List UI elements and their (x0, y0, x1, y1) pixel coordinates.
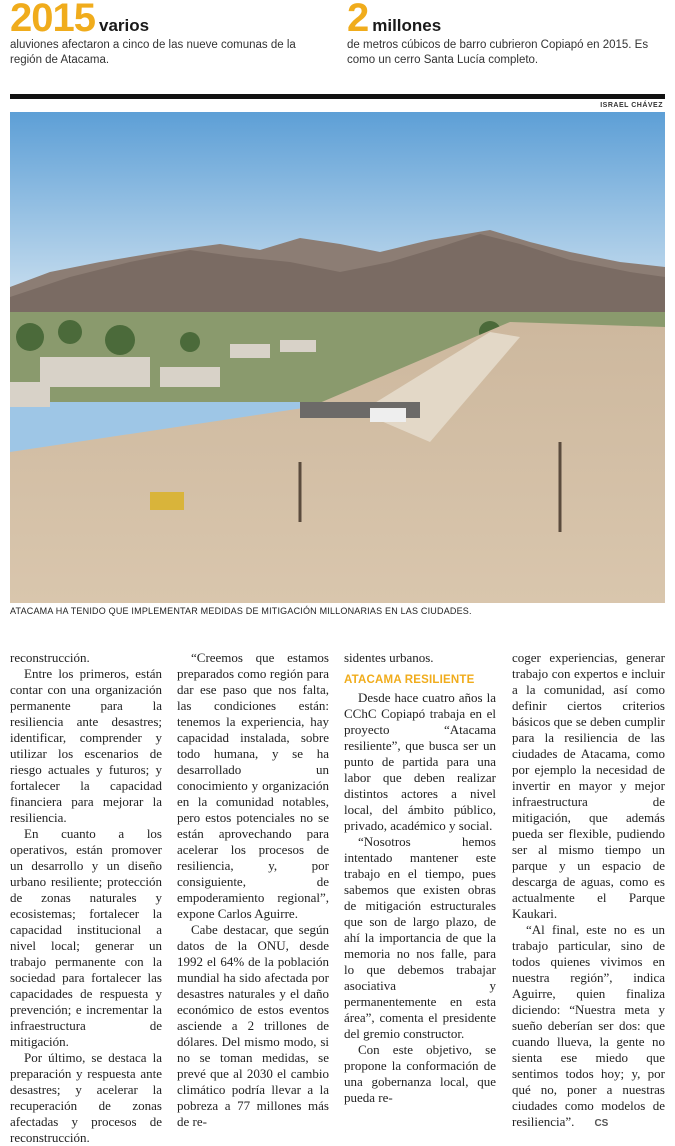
stat-number: 2 (347, 0, 369, 40)
stat-description: de metros cúbicos de barro cubrieron Copiapó en 2015. Es como un cerro Santa Lucía completo. (347, 39, 649, 66)
stat-heading (347, 0, 665, 38)
paragraph: “Nosotros hemos intentado mantener este trabajo en el tiempo, pues sabemos que existen obras de mitigación estructurales que son de largo plazo, de ahí la importancia de que la memoria no nos falle, para lo que debemos trabajar asociativa y permanentemente en esta área”, comenta el presidente del gremio constructor. (344, 834, 496, 1041)
paragraph: Por último, se destaca la preparación y respuesta ante desastres; y acelerar la recuperación de zonas afectadas y procesos de reconstrucción. (10, 1050, 162, 1145)
photo-caption: ATACAMA HA TENIDO QUE IMPLEMENTAR MEDIDAS DE MITIGACIÓN MILLONARIAS EN LAS CIUDADES. (10, 606, 472, 616)
stat-word: varios (98, 16, 150, 35)
paragraph: Desde hace cuatro años la CChC Copiapó trabaja en el proyecto “Atacama resiliente”, que busca ser un punto de partida para una labor que deben realizar distintos actores a nivel local, del ámbito público, privado, académico y social. (344, 690, 496, 833)
stat-block-2015 (10, 0, 330, 68)
section-divider (10, 94, 665, 99)
paragraph: coger experiencias, generar trabajo con expertos e incluir a la comunidad, así como definir ciertos criterios básicos que se deben cumplir para la resiliencia de las ciudades de Atacama, como por ejemplo la necesidad de invertir en mayor y mejor infraestructura de mitigación, que además pueda ser flexible, pudiendo ser al mismo tiempo un parque y un espacio de descarga de aguas, como es actualmente el Parque Kaukari. (512, 650, 665, 921)
article-column-4 (512, 650, 665, 1132)
paragraph: reconstrucción. (10, 650, 90, 665)
paragraph: En cuanto a los operativos, están promover un desarrollo y un diseño urbano resiliente; protección de zonas naturales y ecosistemas; fortalecer la capacidad institucional a nivel local; generar un trabajo permanente con la sociedad para fortalecer las capacidades de respuesta y prevención; e incrementar la infraestructura de mitigación. (10, 826, 162, 1049)
stat-heading (10, 0, 330, 38)
excavator (150, 492, 184, 510)
section-subhead: ATACAMA RESILIENTE (344, 674, 475, 686)
article-column-3 (344, 650, 496, 1106)
stat-word: millones (372, 16, 442, 35)
paragraph: Cabe destacar, que según datos de la ONU, desde 1992 el 64% de la población mundial ha sido afectada por desastres naturales y el daño económico de estos eventos asciende a 2 trillones de dólares. Del mismo modo, si no se toman medidas, se prevé que al 2030 el cambio climático podría llevar a la pobreza a 77 millones más de re- (177, 922, 329, 1129)
paragraph: Con este objetivo, se propone la conformación de una gobernanza local, que pueda re- (344, 1042, 496, 1105)
stat-description: aluviones afectaron a cinco de las nueve comunas de la región de Atacama. (10, 39, 296, 66)
stat-number: 2015 (10, 0, 95, 40)
paragraph: “Creemos que estamos preparados como región para dar ese paso que nos falta, las condiciones están: tenemos la experiencia, hay capacidad instalada, sobre todo humana, y se ha desarrollado un conocimiento y organización en la comunidad notables, pero estos potenciales no se están aprovechando para acelerar los procesos de resiliencia, y, por consiguiente, de empoderamiento regional”, expone Carlos Aguirre. (177, 650, 329, 921)
article-column-1 (10, 650, 162, 1146)
paragraph: Entre los primeros, están contar con una organización permanente para la resiliencia ante desastres; identificar, comprender y utilizar los escenarios de riesgo actuales y futuros; y fortalecer la capacidad financiera para mejorar la resiliencia. (10, 666, 162, 825)
paragraph-text: “Al final, este no es un trabajo particular, sino de todos quienes vivimos en nuestra región”, indica Aguirre, quien finaliza diciendo: “Nuestra meta y sueño deberían ser dos: que cuando llueva, la gente no sienta ese miedo que sentimos todos hoy; y, por qué no, poner a nuestras ciudades como modelos de resiliencia”. (512, 922, 665, 1129)
paragraph (512, 922, 665, 1132)
stat-block-2-millones (347, 0, 665, 68)
truck (370, 408, 406, 422)
photo-atacama-mitigation (10, 112, 665, 603)
end-mark: CS (594, 1118, 609, 1129)
paragraph: sidentes urbanos. (344, 650, 434, 665)
landscape-illustration (10, 112, 665, 603)
article-column-2 (177, 650, 329, 1130)
photo-credit: ISRAEL CHÁVEZ (600, 102, 663, 109)
